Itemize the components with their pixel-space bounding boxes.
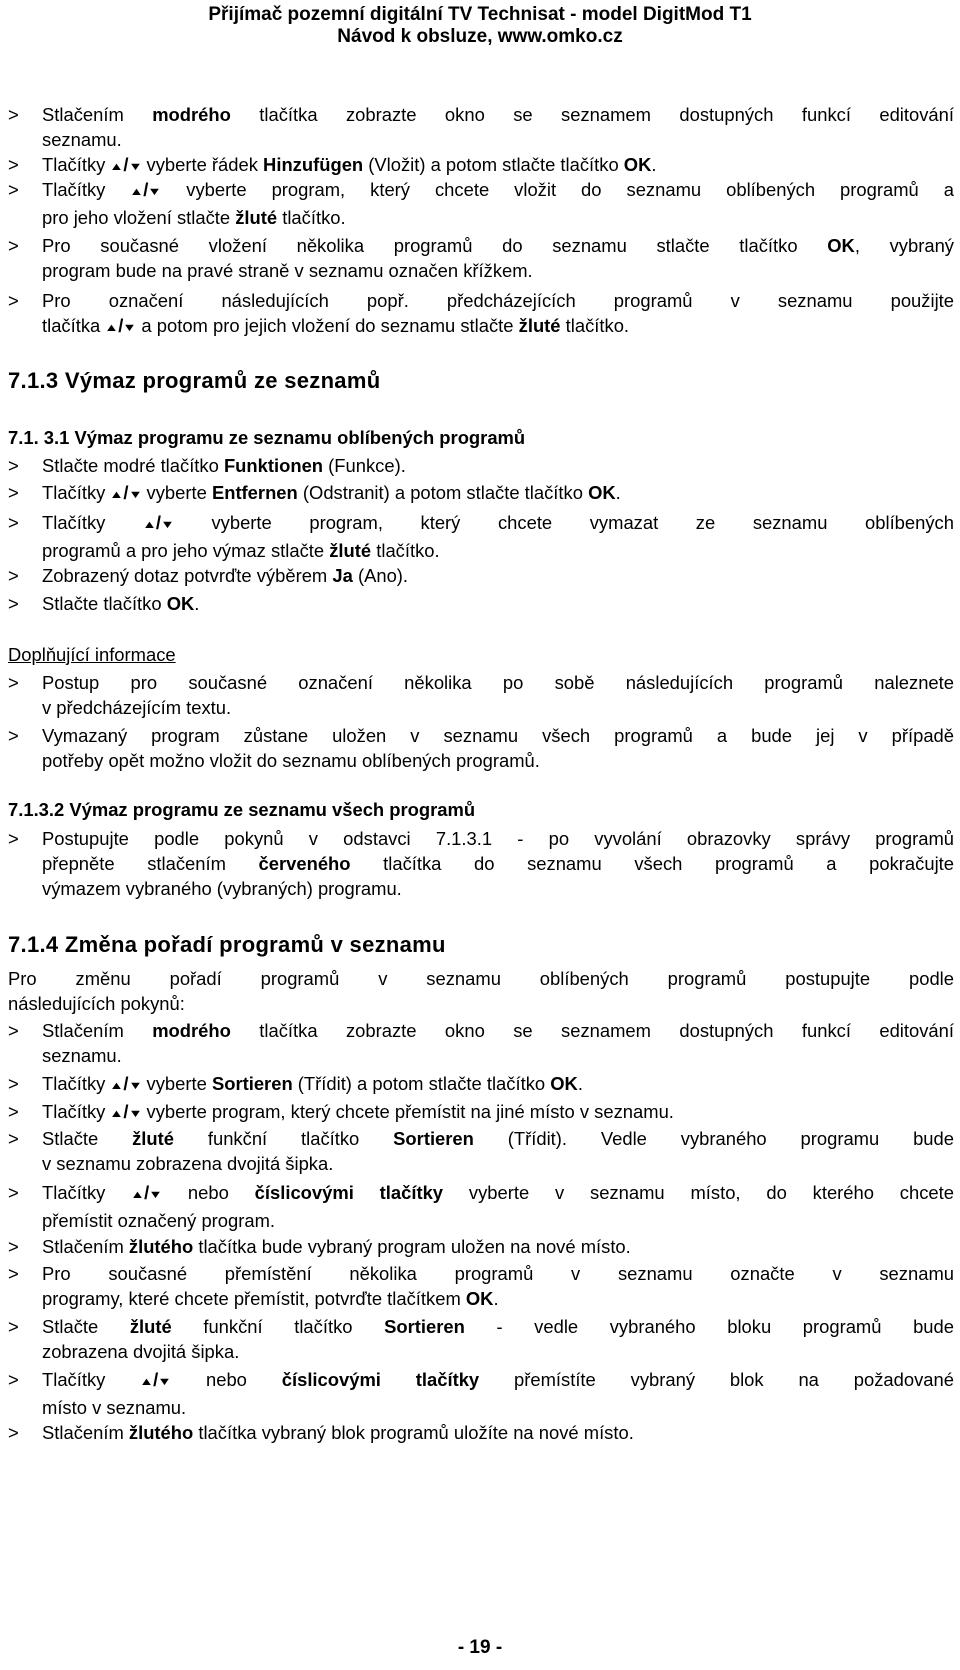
list-item: > Tlačítky ▲/▼ vyberte program, který chcete vložit do seznamu oblíbených programů a pro jeho vložení stlačte žluté tlačítko.	[8, 179, 954, 228]
section-heading-7-1-3-2: 7.1.3.2 Výmaz programu ze seznamu všech programů	[8, 799, 476, 820]
page-header-title: Přijímač pozemní digitální TV Technisat - model DigitMod T1	[208, 4, 752, 25]
list-item: > Tlačítky ▲/▼ vyberte program, který chcete přemístit na jiné místo v seznamu.	[8, 1099, 954, 1127]
list-item: > Stlačením modrého tlačítka zobrazte okno se seznamem dostupných funkcí editování seznamu.	[8, 104, 954, 150]
up-arrow-icon: ▲	[129, 186, 145, 198]
bullet-marker: >	[8, 104, 19, 125]
list-item: > Postupujte podle pokynů v odstavci 7.1.3.1 - po vyvolání obrazovky správy programů přepněte stlačením červeného tlačítka do seznamu všech programů a pokračujte výmazem vybraného (vybraných) programu.	[8, 828, 954, 899]
list-item: > Stlačením modrého tlačítka zobrazte okno se seznamem dostupných funkcí editování seznamu.	[8, 1020, 954, 1066]
section-heading-7-1-3-1: 7.1. 3.1 Výmaz programu ze seznamu oblíbených programů	[8, 427, 526, 448]
down-arrow-icon: ▼	[122, 322, 138, 334]
section-7-1-4-intro-line2: následujících pokynů:	[8, 993, 185, 1014]
list-item: > Zobrazený dotaz potvrďte výběrem Ja (Ano).	[8, 565, 409, 586]
list-item: > Stlačte tlačítko OK.	[8, 593, 200, 614]
section-heading-7-1-4: 7.1.4 Změna pořadí programů v seznamu	[8, 932, 446, 957]
additional-info-heading: Doplňující informace	[8, 644, 176, 665]
down-arrow-icon: ▼	[157, 1376, 173, 1388]
list-item: > Postup pro současné označení několika po sobě následujících programů naleznete v předcházejícím textu.	[8, 672, 954, 718]
list-item: > Tlačítky ▲/▼ nebo číslicovými tlačítky přemístíte vybraný blok na požadované místo v seznamu.	[8, 1369, 954, 1418]
list-item: > Stlačením žlutého tlačítka bude vybraný program uložen na nové místo.	[8, 1236, 631, 1257]
down-arrow-icon: ▼	[127, 489, 143, 501]
down-arrow-icon: ▼	[127, 1080, 143, 1092]
up-arrow-icon: ▲	[104, 322, 120, 334]
up-arrow-icon: ▲	[109, 1108, 125, 1120]
list-item: > Vymazaný program zůstane uložen v seznamu všech programů a bude jej v případě potřeby opět možno vložit do seznamu oblíbených programů.	[8, 725, 954, 771]
down-arrow-icon: ▼	[127, 161, 143, 173]
list-item: > Tlačítky ▲/▼ vyberte Entfernen (Odstranit) a potom stlačte tlačítko OK.	[8, 480, 954, 508]
list-item: > Pro současné přemístění několika programů v seznamu označte v seznamu programy, které chcete přemístit, potvrďte tlačítkem OK.	[8, 1263, 954, 1309]
up-arrow-icon: ▲	[142, 519, 157, 531]
list-item: > Stlačte žluté funkční tlačítko Sortieren (Třídit). Vedle vybraného programu bude v seznamu zobrazena dvojitá šipka.	[8, 1128, 954, 1174]
list-item: > Tlačítky ▲/▼ vyberte řádek Hinzufügen (Vložit) a potom stlačte tlačítko OK.	[8, 152, 954, 180]
list-item: > Stlačením žlutého tlačítka vybraný blok programů uložíte na nové místo.	[8, 1422, 634, 1443]
page-header-subtitle: Návod k obsluze, www.omko.cz	[337, 26, 623, 47]
list-item: > Stlačte modré tlačítko Funktionen (Funkce).	[8, 455, 406, 476]
list-item: > Tlačítky ▲/▼ vyberte Sortieren (Třídit) a potom stlačte tlačítko OK.	[8, 1071, 954, 1099]
up-arrow-icon: ▲	[139, 1376, 155, 1388]
section-7-1-4-intro-line1: Pro změnu pořadí programů v seznamu oblíbených programů postupujte podle	[8, 968, 954, 989]
down-arrow-icon: ▼	[148, 1189, 163, 1201]
down-arrow-icon: ▼	[160, 519, 175, 531]
list-item: > Stlačte žluté funkční tlačítko Sortieren - vedle vybraného bloku programů bude zobrazena dvojitá šipka.	[8, 1316, 954, 1362]
up-arrow-icon: ▲	[109, 489, 125, 501]
up-arrow-icon: ▲	[130, 1189, 145, 1201]
list-item: > Pro označení následujících popř. předcházejících programů v seznamu použijte tlačítka ▲/▼ a potom pro jejich vložení do seznamu stlačte žluté tlačítko.	[8, 288, 954, 341]
section-heading-7-1-3: 7.1.3 Výmaz programů ze seznamů	[8, 368, 381, 393]
page-number: - 19 -	[457, 1637, 503, 1658]
list-item: > Pro současné vložení několika programů do seznamu stlačte tlačítko OK, vybraný program bude na pravé straně v seznamu označen křížkem.	[8, 235, 954, 281]
down-arrow-icon: ▼	[147, 186, 163, 198]
list-item: > Tlačítky ▲/▼ vyberte program, který chcete vymazat ze seznamu oblíbených programů a pro jeho výmaz stlačte žluté tlačítko.	[8, 512, 954, 561]
up-arrow-icon: ▲	[109, 161, 125, 173]
list-item: > Tlačítky ▲/▼ nebo číslicovými tlačítky vyberte v seznamu místo, do kterého chcete přemístit označený program.	[8, 1182, 954, 1231]
up-arrow-icon: ▲	[109, 1080, 125, 1092]
down-arrow-icon: ▼	[127, 1108, 143, 1120]
